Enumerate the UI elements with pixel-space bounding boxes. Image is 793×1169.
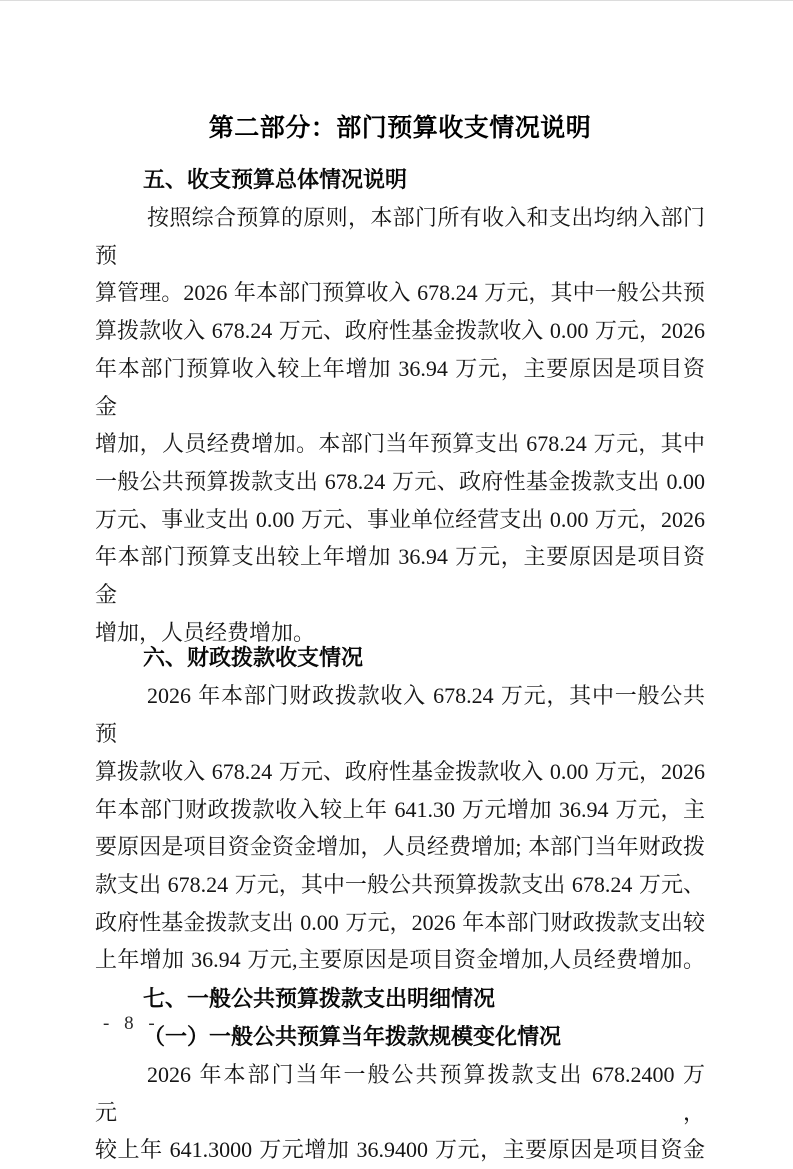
paragraph-scale-change: [95, 1056, 705, 1169]
body-line: 算管理。2026 年本部门预算收入 678.24 万元，其中一般公共预: [95, 280, 705, 306]
section-heading-fiscal-appropriation: 六、财政拨款收支情况: [143, 645, 364, 671]
section-heading-budget-overview: 五、收支预算总体情况说明: [143, 167, 408, 192]
body-line: 2026 年本部门财政拨款收入 678.24 万元，其中一般公共预: [95, 683, 705, 747]
section-heading-public-budget-detail: 七、一般公共预算拨款支出明细情况: [143, 986, 496, 1012]
body-line: 较上年 641.3000 万元增加 36.9400 万元，主要原因是项目资金: [95, 1137, 705, 1163]
subsection-heading-scale-change: （一）一般公共预算当年拨款规模变化情况: [143, 1024, 562, 1050]
body-line: 增加，人员经费增加。: [95, 619, 316, 645]
body-line: 算拨款收入 678.24 万元、政府性基金拨款收入 0.00 万元，2026: [95, 758, 705, 784]
body-line: 年本部门预算支出较上年增加 36.94 万元，主要原因是项目资金: [95, 544, 705, 608]
document-content: [95, 1, 705, 1169]
body-line: 一般公共预算拨款支出 678.24 万元、政府性基金拨款支出 0.00: [95, 468, 705, 494]
body-line: 2026 年本部门当年一般公共预算拨款支出 678.2400 万元，: [95, 1062, 705, 1125]
body-line: 按照综合预算的原则，本部门所有收入和支出均纳入部门预: [95, 205, 705, 268]
body-line: 年本部门财政拨款收入较上年 641.30 万元增加 36.94 万元，主: [95, 796, 705, 822]
document-title: 第二部分：部门预算收支情况说明: [208, 115, 592, 142]
body-line: 上年增加 36.94 万元,主要原因是项目资金增加,人员经费增加。: [95, 947, 705, 973]
body-line: 万元、事业支出 0.00 万元、事业单位经营支出 0.00 万元，2026: [95, 506, 705, 532]
body-line: 算拨款收入 678.24 万元、政府性基金拨款收入 0.00 万元，2026: [95, 318, 705, 344]
paragraph-fiscal-appropriation: [95, 677, 705, 979]
body-line: 年本部门预算收入较上年增加 36.94 万元，主要原因是项目资金: [95, 355, 705, 419]
body-line: 款支出 678.24 万元，其中一般公共预算拨款支出 678.24 万元、: [95, 871, 705, 897]
body-line: 增加，人员经费增加。本部门当年预算支出 678.24 万元，其中: [95, 431, 705, 457]
body-line: 政府性基金拨款支出 0.00 万元，2026 年本部门财政拨款支出较: [95, 909, 705, 935]
paragraph-budget-overview: [95, 199, 705, 651]
page-number: - 8 -: [103, 1013, 160, 1034]
body-line: 要原因是项目资金资金增加，人员经费增加; 本部门当年财政拨: [95, 834, 705, 860]
